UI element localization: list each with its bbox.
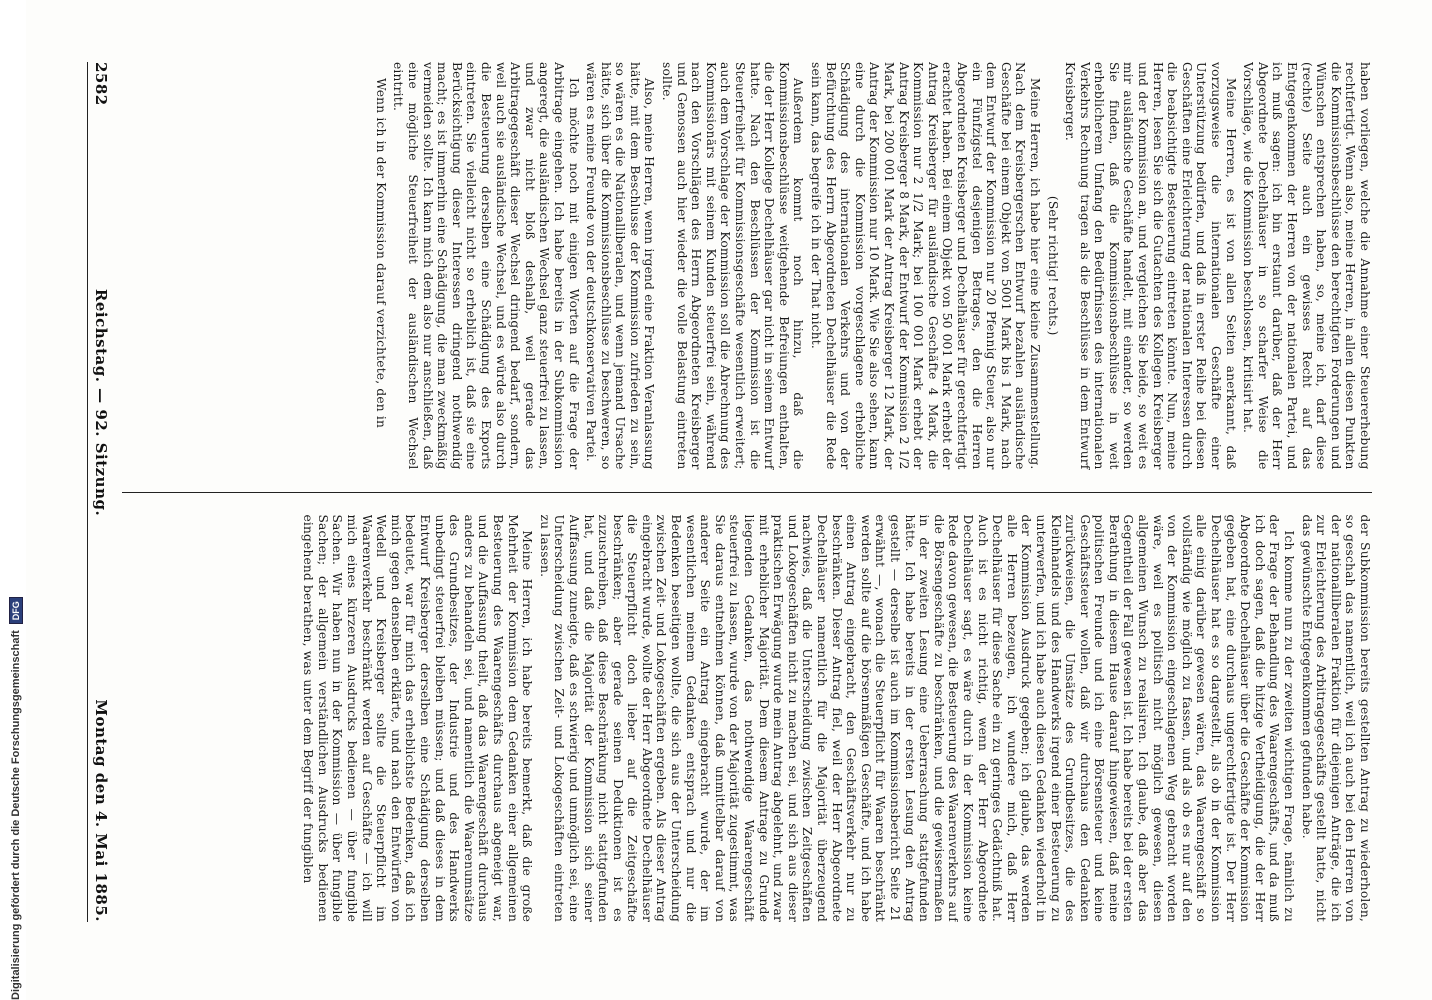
page-title: Reichstag. — 92. Sitzung. — [92, 288, 110, 517]
page-header — [87, 62, 114, 922]
page-number: 2582 — [92, 62, 110, 106]
paragraph: Ich möchte noch mit einigen Worten auf die Frage der Arbitrage eingehen. Ich habe bereits in der Subkommission angeregt, die ausländischen Wechsel ganz steuerfrei zu lassen, und zwar nicht bloß deshalb, weil gerade das Arbitragegeschäft dieser Wechsel dringend bedarf, sondern, weil auch sie ausländische Wechsel, und es würde also durch die Besteuerung derselben eine Schädigung des Exports eintreten. Sie vielleicht nicht so erheblich ist, daß sie eine Berücksichtigung dieser Interessen dringend nothwendig macht; es ist immerhin eine Schädigung, die man zweckmäßig vermeiden sollte. Ich kann mich dem also nur anschließen, daß eine mögliche Steuerfreiheit der ausländischen Wechsel eintritt. — [391, 62, 581, 470]
digitization-credit-strip — [0, 0, 26, 1000]
credit-line — [4, 0, 28, 1000]
credit-text: Digitalisierung gefördert durch die Deutsche Forschungsgemeinschaft — [10, 630, 22, 1000]
paragraph: Wenn ich in der Kommission darauf verzichtete, den in — [373, 78, 388, 429]
paragraph: (Sehr richtig! rechts.) — [1045, 195, 1060, 336]
paragraph: Ich komme nun zu der zweiten wichtigen Frage, nämlich zu der Frage der Behandlung des Waarengeschäfts, und da muß ich doch sagen, daß die hitzige Vertheidigung, die der Herr Abgeordnete Dechelhäuser über die Geschäfte der Kommission gegeben hat, eine durchaus ungerechtfertigte ist. Der Herr Dechelhäuser hat es so dargestellt, als ob in der Kommission alle einig darüber gewesen wären, das Waarengeschäft so vollständig wie möglich zu fassen, und als ob es nur auf den von der Kommission eingeschlagenen Weg gebracht worden wäre, weil es politisch nicht möglich gewesen, diesen allgemeinen Wunsch zu realisiren. Ich glaube, daß aber das Gegentheil der Fall gewesen ist. Ich habe bereits bei der ersten Berathung in diesem Hause darauf hingewiesen, daß meine politischen Freunde und ich eine Börsensteuer und keine Geschäftssteuer wollen, daß wir durchaus den Gedanken zurückweisen, die Umsätze des Grundbesitzes, die des Kleinhandels und des Handwerks irgend einer Besteuerung zu unterwerfen, und ich habe auch diesen Gedanken wiederholt in der Kommission Ausdruck gegeben; ich glaube, das werden alle Herren bezeugen, ich wundere mich, daß Herr Dechelhäuser für diese Sache ein zu geringes Gedächtniß hat. Auch ist es nicht richtig, wenn der Herr Abgeordnete Dechelhäuser sagt, es wäre durch in der Kommission keine Rede davon gewesen, die Besteuerung des Waarenverkehrs auf die Börsengeschäfte zu beschränken, und die gewissermaßen in der zweiten Lesung eine Ueberraschung stattgefunden hätte. Ich habe bereits in der ersten Lesung den Antrag gestellt — derselbe ist auch im Kommissionsbericht Seite 21 erwähnt —, wonach die Steuerpflicht für Waaren beschränkt werden sollte auf die börsenmäßigen Geschäfte, und ich habe einen Antrag eingebracht, den Geschäftsverkehr nur zu beschränken. Dieser Antrag fiel, weil der Herr Abgeordnete Dechelhäuser namentlich für die Majorität überzeugend nachwies, daß die Unterscheidung zwischen Zeitgeschäften und Lokogeschäften nicht zu machen sei, und sich aus dieser praktischen Erwägung wurde mein Antrag abgelehnt, und zwar mit erheblicher Majorität. Dem diesem Antrage zu Grunde liegenden Gedanken, das nothwendige Waarengeschäft steuerfrei zu lassen, wurde von der Majorität zugestimmt, was Sie daraus entnehmen können, daß unmittelbar darauf von anderer Seite ein Antrag eingebracht wurde, der im wesentlichen meinem Gedanken entsprach und nur die Bedenken beseitigen wollte, die sich aus der Unterscheidung zwischen Zeit- und Lokogeschäften ergeben. Als dieser Antrag eingebracht wurde, wollte der Herr Abgeordnete Dechelhäuser die Steuerpflicht doch lieber auf die Zeitgeschäfte beschränken; aber gerade seinen Deduktionen ist es zuzuschreiben, daß diese Beschränkung nicht stattgefunden hat, und daß die Majorität der Kommission sich seiner Auffassung zuneigte, daß es schwierig und unmöglich sei, eine Unterscheidung zwischen Zeit- und Lokogeschäften eintreten zu lassen. — [537, 514, 1297, 922]
paragraph: haben vorliegen, welche die Annahme einer Steuererhebung rechtfertigt. Wenn also, meine Herren, in allen diesen Punkten die Kommissionsbeschlüsse den berechtigten Forderungen und Wünschen entsprechen haben, so, meine ich, darf diese (rechte) Seite auch ein gewisses Recht auf das Entgegenkommen der Herren von der nationalen Partei, und ich muß sagen: ich bin erstaunt darüber, daß der Herr Abgeordnete Dechelhäuser in so scharfer Weise die Vorschläge, wie die Kommission beschlossen, kritisirt hat. — [1241, 62, 1372, 470]
left-column — [122, 62, 1372, 470]
session-date: Montag den 4. Mai 1885. — [92, 699, 110, 922]
paragraph: Meine Herren, ich habe hier eine kleine Zusammenstellung. Nach dem Kreisbergerschen Entwurf bezahlen ausländische Geschäfte bei einem Objekt von 5001 Mark bis 1 Mark, nach dem Entwurf der Kommission nur 20 Pfennig Steuer, also nur ein Fünfzigstel desjenigen Betrages, den die Herren Abgeordneten Kreisberger und Dechelhäuser für gerechtfertigt erachtet haben. Bei einem Objekt von 50 001 Mark erhebt der Antrag Kreisberger für ausländische Geschäfte 4 Mark, die Kommission nur 2 1/2 Mark; bei 100 001 Mark erhebt der Antrag Kreisberger 8 Mark, der Entwurf der Kommission 2 1/2 Mark, bei 200 001 Mark der Antrag Kreisberger 12 Mark, der Antrag der Kommission nur 10 Mark. Wie Sie also sehen, kann eine durch die Kommission vorgeschlagene erhebliche Schädigung des internationalen Verkehrs und von der Befürchtung des Herrn Abgeordneten Dechelhäuser die Rede sein kann, das begreife ich in der That nicht. — [809, 62, 1042, 470]
dfg-logo: DFG — [9, 597, 23, 624]
column-divider — [122, 492, 1372, 493]
paragraph: Außerdem kommt noch hinzu, daß die Kommissionsbeschlüsse weitgehende Befreiungen enthalten, die der Herr Kollege Dechelhäuser gar nicht in seinem Entwurf hatte. Nach den Beschlüssen der Kommission ist die Steuerfreiheit für Kommissionsgeschäfte wesentlich erweitert; auch dem Vorschlage der Kommission soll die Abrechnung des Kommissionärs mit seinem Kunden steuerfrei sein, während nach den Vorschlägen des Herrn Abgeordneten Kreisberger und Genossen auch hier wieder die volle Belastung eintreten sollte. — [660, 62, 806, 470]
paragraph: der Subkommission bereits gestellten Antrag zu wiederholen, so geschah das namentlich, weil ich auch bei den Herren von der nationalliberalen Fraktion für diejenigen Anträge, die ich zur Erleichterung des Arbitragegeschäfts gestellt hatte, nicht das gewünschte Entgegenkommen gefunden habe. — [1299, 514, 1372, 922]
paragraph: Also, meine Herren, wenn irgend eine Fraktion Veranlassung hätte, mit dem Beschlusse der Kommission zufrieden zu sein, so wären es die Nationalliberalen, und wenn jemand Ursache hätte, sich über die Kommissionsbeschlüsse zu beschweren, so wären es meine Freunde von der deutschkonservativen Partei. — [584, 62, 657, 470]
paragraph: Meine Herren, es ist von allen Seiten anerkannt, daß vorzugsweise die internationalen Geschäfte einer Unterstützung bedürfen, und daß in erster Reihe bei diesen Geschäften eine Erleichterung der nationalen Interessen durch die beabsichtigte Besteuerung eintreten könnte. Nun, meine Herren, lesen Sie sich die Gutachten des Kollegen Kreisberger und der Kommission an, und vergleichen Sie beide, so weit es mir ausländische Geschäfte handelt, mit einander, so werden Sie finden, daß die Kommissionsbeschlüsse in weit erheblicherem Umfang den Bedürfnissen des internationalen Verkehrs Rechnung tragen als die Beschlüsse in dem Entwurf Kreisberger. — [1063, 62, 1238, 470]
paragraph: Meine Herren, ich habe bereits bemerkt, daß die große Mehrheit der Kommission dem Gedanken einer allgemeinen Besteuerung des Waarengeschäfts durchaus abgeneigt war, und die Auffassung theilt, daß das Waarengeschäft durchaus anders zu behandeln sei, und namentlich die Waarenumsätze des Grundbesitzes, der Industrie und des Handwerks unbedingt steuerfrei bleiben müssen; und daß dieses in dem Entwurf Kreisberger derselben eine Schädigung derselben bedeutet, war für mich das erheblichste Bedenken, daß ich mich gegen denselben erklärte, und nach den Entwürfen von Wedell und Kreisberger sollte die Steuerpflicht im Waarenverkehr beschränkt werden auf Geschäfte — ich will mich eines kürzeren Ausdrucks bedienen — über fungible Sachen. Wir haben nun in der Kommission — über fungible Sachen; der allgemein verständlichen Ausdrucks bedienen eingehend berathen, was unter dem Begriff der fungiblen — [301, 514, 535, 922]
text-columns — [122, 62, 1372, 922]
right-column — [122, 515, 1372, 923]
